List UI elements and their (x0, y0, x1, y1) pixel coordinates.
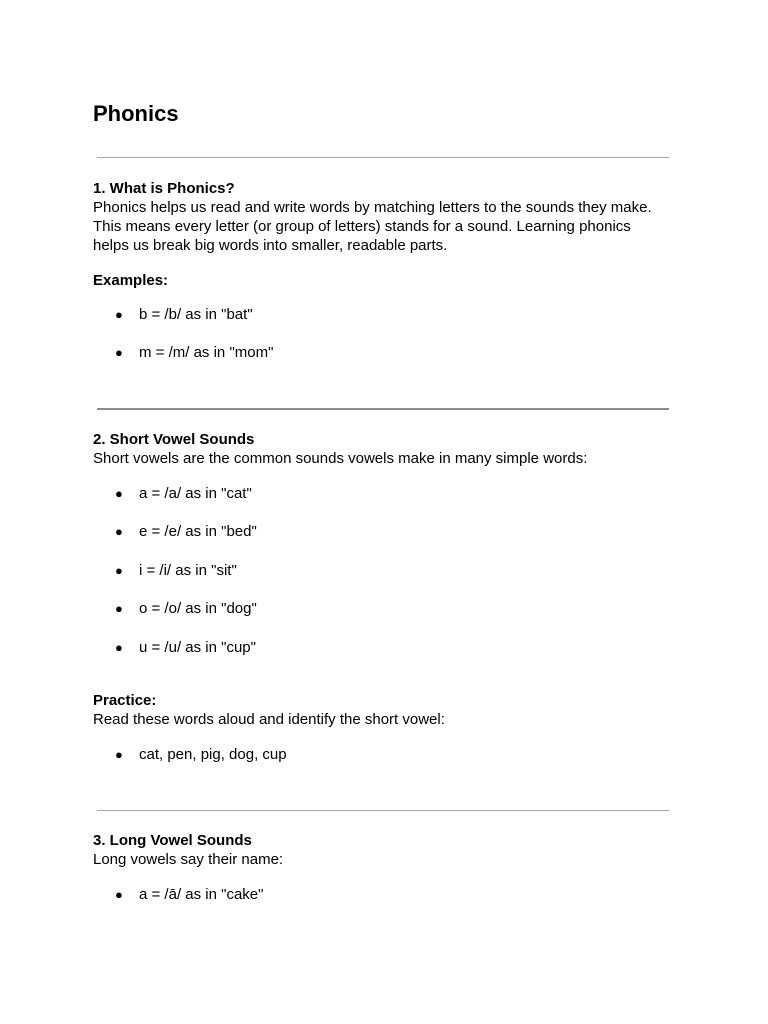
bullet-icon: ● (115, 307, 123, 322)
list-item (115, 638, 256, 657)
list-item-text: a = /a/ as in "cat" (139, 485, 252, 502)
section-heading-long-vowels: 3. Long Vowel Sounds (93, 832, 252, 849)
list-item-text: u = /u/ as in "cup" (139, 639, 256, 656)
list-item-text: m = /m/ as in "mom" (139, 344, 274, 361)
list-item-text: a = /ā/ as in "cake" (139, 886, 264, 903)
bullet-icon: ● (115, 524, 123, 539)
paragraph-line: Read these words aloud and identify the short vowel: (93, 711, 445, 728)
bullet-icon: ● (115, 887, 123, 902)
list-item (115, 343, 273, 362)
examples-label: Examples: (93, 272, 169, 289)
bullet-icon: ● (115, 601, 123, 616)
paragraph-line: This means every letter (or group of letters) stands for a sound. Learning phonics (93, 218, 631, 235)
section-heading-short-vowels: 2. Short Vowel Sounds (93, 431, 255, 448)
list-item (115, 745, 287, 764)
list-item-text: o = /o/ as in "dog" (139, 600, 257, 617)
divider (97, 408, 669, 410)
page-title: Phonics (93, 101, 179, 126)
paragraph-line: Short vowels are the common sounds vowels make in many simple words: (93, 450, 588, 467)
list-item (115, 522, 257, 541)
paragraph-line: Phonics helps us read and write words by matching letters to the sounds they make. (93, 199, 652, 216)
bullet-icon: ● (115, 640, 123, 655)
bullet-icon: ● (115, 747, 123, 762)
bullet-icon: ● (115, 486, 123, 501)
list-item-text: cat, pen, pig, dog, cup (139, 746, 287, 763)
list-item (115, 561, 237, 580)
list-item (115, 885, 263, 904)
list-item (115, 599, 257, 618)
divider (97, 810, 669, 811)
bullet-icon: ● (115, 345, 123, 360)
bullet-icon: ● (115, 563, 123, 578)
list-item-text: b = /b/ as in "bat" (139, 306, 253, 323)
list-item-text: i = /i/ as in "sit" (139, 562, 237, 579)
list-item-text: e = /e/ as in "bed" (139, 523, 257, 540)
list-item (115, 484, 252, 503)
list-item (115, 305, 253, 324)
practice-label: Practice: (93, 692, 157, 709)
divider (97, 157, 669, 158)
paragraph-line: helps us break big words into smaller, readable parts. (93, 237, 448, 254)
paragraph-line: Long vowels say their name: (93, 851, 284, 868)
section-heading-what-is-phonics: 1. What is Phonics? (93, 180, 235, 197)
